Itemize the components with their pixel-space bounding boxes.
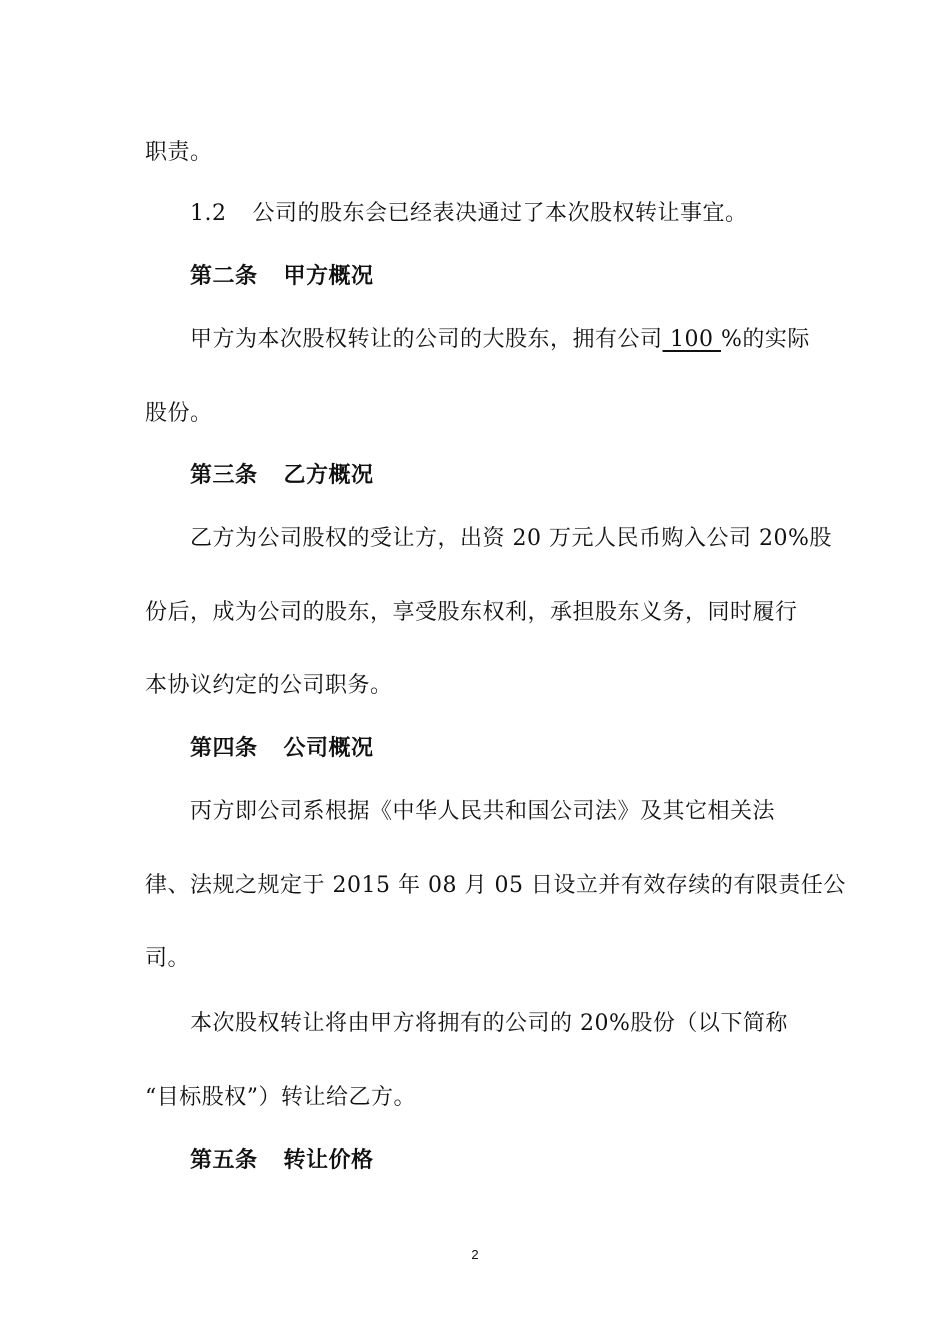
- section-number: 第二条: [190, 264, 258, 289]
- section-heading-5: [190, 1146, 374, 1176]
- clause-text: 公司的股东会已经表决通过了本次股权转让事宜。: [252, 201, 748, 226]
- paragraph-line: [145, 598, 798, 628]
- section-heading-4: [190, 734, 374, 764]
- text: %的实际: [721, 327, 810, 352]
- page-number: 2: [471, 1247, 479, 1262]
- paragraph-line: [190, 797, 775, 827]
- paragraph-line: [145, 138, 213, 168]
- text: 职责。: [145, 140, 213, 165]
- section-number: 第四条: [190, 736, 258, 761]
- text: 司。: [145, 946, 191, 971]
- section-number: 第五条: [190, 1148, 258, 1173]
- section-heading-2: [190, 262, 374, 292]
- paragraph-line: [145, 1083, 416, 1113]
- section-title: 乙方概况: [283, 463, 374, 488]
- text: 丙方即公司系根据《中华人民共和国公司法》及其它相关法: [190, 799, 776, 824]
- paragraph-line: [190, 325, 810, 355]
- text: “目标股权”）转让给乙方。: [145, 1085, 416, 1110]
- text: 乙方为公司股权的受让方，出资 20 万元人民币购入公司 20%股: [190, 526, 832, 551]
- text: 本协议约定的公司职务。: [145, 673, 393, 698]
- text: 律、法规之规定于 2015 年 08 月 05 日设立并有效存续的有限责任公: [145, 873, 846, 898]
- section-heading-3: [190, 461, 374, 491]
- clause-number: 1.2: [190, 201, 227, 226]
- text: 股份。: [145, 401, 213, 426]
- section-title: 甲方概况: [283, 264, 374, 289]
- paragraph-line: [145, 944, 190, 974]
- text: 份后，成为公司的股东，享受股东权利，承担股东义务，同时履行: [145, 600, 798, 625]
- paragraph-line: [145, 871, 846, 901]
- section-title: 公司概况: [283, 736, 374, 761]
- text: 甲方为本次股权转让的公司的大股东，拥有公司: [190, 327, 663, 352]
- section-number: 第三条: [190, 463, 258, 488]
- paragraph-line: [190, 524, 832, 554]
- clause-1-2: [190, 199, 748, 229]
- paragraph-line: [190, 1009, 788, 1039]
- text: 本次股权转让将由甲方将拥有的公司的 20%股份（以下简称: [190, 1011, 788, 1036]
- section-title: 转让价格: [283, 1148, 374, 1173]
- percentage-value: 100: [662, 327, 721, 352]
- paragraph-line: [145, 671, 393, 701]
- paragraph-line: [145, 399, 213, 429]
